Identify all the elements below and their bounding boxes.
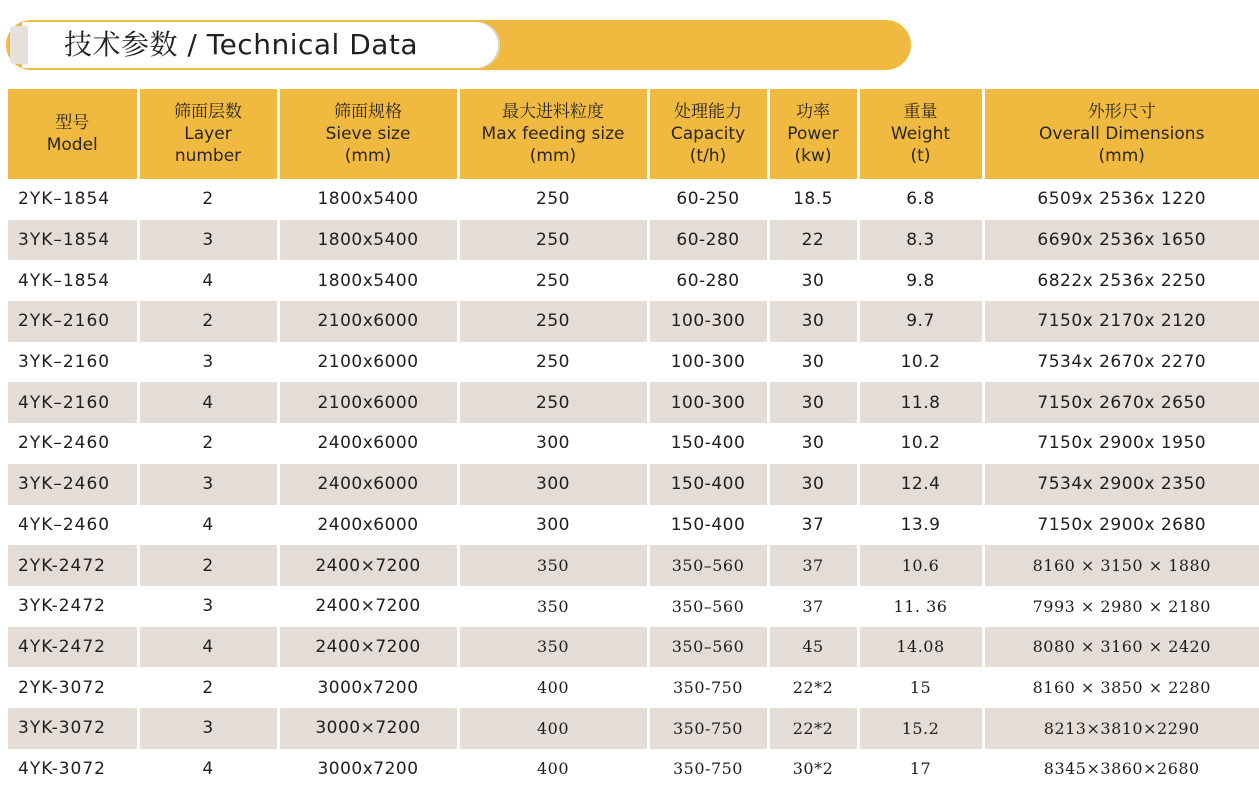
table-cell: 150-400 bbox=[648, 505, 768, 546]
column-header-cn: 外形尺寸 bbox=[1087, 102, 1156, 122]
column-header-en1: Layer bbox=[184, 124, 232, 144]
column-header-cn: 最大进料粒度 bbox=[502, 102, 604, 122]
table-cell: 6822x 2536x 2250 bbox=[1037, 270, 1207, 291]
table-cell: 400 bbox=[458, 749, 648, 790]
table-cell: 2 bbox=[138, 545, 278, 586]
table-cell: 350 bbox=[458, 627, 648, 668]
table-cell: 3 bbox=[138, 342, 278, 383]
table-cell: 13.9 bbox=[858, 505, 983, 546]
table-cell: 7150x 2900x 1950 bbox=[1037, 433, 1207, 454]
table-cell: 400 bbox=[458, 667, 648, 708]
table-row bbox=[8, 545, 1259, 586]
table-cell: 1800x5400 bbox=[278, 179, 458, 220]
table-cell: 4 bbox=[138, 382, 278, 423]
table-cell: 250 bbox=[458, 342, 648, 383]
column-header-en1: Sieve size bbox=[325, 124, 411, 144]
column-header-en2: (mm) bbox=[344, 146, 392, 166]
table-cell: 3YK-3072 bbox=[8, 708, 138, 749]
table-cell: 8160 × 3850 × 2280 bbox=[1032, 678, 1211, 698]
table-cell: 30 bbox=[768, 260, 858, 301]
table-cell: 1800x5400 bbox=[278, 220, 458, 261]
table-cell: 4YK–2460 bbox=[8, 505, 138, 546]
table-cell: 11.8 bbox=[858, 382, 983, 423]
table-cell: 2YK–2460 bbox=[8, 423, 138, 464]
table-cell: 4 bbox=[138, 260, 278, 301]
table-cell: 4YK-3072 bbox=[8, 749, 138, 790]
table-cell: 300 bbox=[458, 505, 648, 546]
table-row bbox=[8, 382, 1259, 423]
table-cell: 30 bbox=[768, 301, 858, 342]
table-cell: 150-400 bbox=[648, 423, 768, 464]
table-row bbox=[8, 301, 1259, 342]
table-cell: 7150x 2170x 2120 bbox=[983, 301, 1259, 342]
table-cell: 250 bbox=[458, 260, 648, 301]
table-cell: 37 bbox=[768, 586, 858, 627]
column-header-en1: Model bbox=[46, 135, 98, 155]
table-cell: 350-750 bbox=[648, 749, 768, 790]
table-cell: 37 bbox=[768, 545, 858, 586]
table-cell: 9.7 bbox=[858, 301, 983, 342]
column-header-cn: 处理能力 bbox=[674, 102, 742, 122]
column-header bbox=[768, 89, 858, 179]
table-cell: 8.3 bbox=[858, 220, 983, 261]
table-row bbox=[8, 505, 1259, 546]
table-cell: 8213×3810×2290 bbox=[983, 708, 1259, 749]
table-cell: 11. 36 bbox=[858, 586, 983, 627]
table-row bbox=[8, 708, 1259, 749]
column-header-cn: 筛面层数 bbox=[174, 102, 242, 122]
table-cell: 45 bbox=[768, 627, 858, 668]
table-row bbox=[8, 260, 1259, 301]
table-cell: 4YK–1854 bbox=[8, 260, 138, 301]
column-header bbox=[458, 89, 648, 179]
table-cell: 2YK–1854 bbox=[8, 179, 138, 220]
table-row bbox=[8, 423, 1259, 464]
table-cell: 9.8 bbox=[858, 260, 983, 301]
table-cell: 350-750 bbox=[648, 708, 768, 749]
table-cell: 3 bbox=[138, 220, 278, 261]
table-cell: 2 bbox=[138, 179, 278, 220]
table-cell: 2100x6000 bbox=[278, 342, 458, 383]
table-row bbox=[8, 464, 1259, 505]
table-cell: 3 bbox=[138, 708, 278, 749]
table-cell: 4YK-2472 bbox=[8, 627, 138, 668]
table-cell: 300 bbox=[458, 464, 648, 505]
table-cell: 4YK–2160 bbox=[8, 382, 138, 423]
column-header-cn: 功率 bbox=[796, 102, 830, 122]
table-row bbox=[8, 586, 1259, 627]
table-body bbox=[8, 179, 1259, 789]
table-cell: 30 bbox=[768, 382, 858, 423]
table-cell: 7534x 2900x 2350 bbox=[983, 464, 1259, 505]
table-cell: 2 bbox=[138, 301, 278, 342]
table-cell: 6509x 2536x 1220 bbox=[1037, 189, 1207, 210]
table-cell: 37 bbox=[768, 505, 858, 546]
table-cell: 60-280 bbox=[648, 220, 768, 261]
table-cell: 30 bbox=[768, 423, 858, 464]
column-header-en2: (t/h) bbox=[689, 146, 727, 166]
table-cell: 400 bbox=[458, 708, 648, 749]
table-cell: 18.5 bbox=[768, 179, 858, 220]
table-cell: 2100x6000 bbox=[278, 382, 458, 423]
page-title: 技术参数 / Technical Data bbox=[64, 28, 419, 61]
table-cell: 22 bbox=[768, 220, 858, 261]
table-cell: 3YK–1854 bbox=[8, 220, 138, 261]
table-cell: 60-250 bbox=[648, 179, 768, 220]
column-header bbox=[278, 89, 458, 179]
table-cell: 3YK–2460 bbox=[8, 464, 138, 505]
table-cell: 2400×7200 bbox=[278, 627, 458, 668]
table-cell: 2400×7200 bbox=[278, 545, 458, 586]
table-cell: 7993 × 2980 × 2180 bbox=[1032, 596, 1211, 616]
column-header-en2: number bbox=[174, 146, 242, 166]
table-cell: 7150x 2670x 2650 bbox=[983, 382, 1259, 423]
column-header-en2: (mm) bbox=[529, 146, 577, 166]
table-cell: 2400×7200 bbox=[278, 586, 458, 627]
table-cell: 30*2 bbox=[768, 749, 858, 790]
table-cell: 1800x5400 bbox=[278, 260, 458, 301]
table-cell: 350-750 bbox=[648, 667, 768, 708]
table-cell: 14.08 bbox=[858, 627, 983, 668]
table-cell: 6.8 bbox=[858, 179, 983, 220]
table-cell: 350 bbox=[458, 586, 648, 627]
table-cell: 3000×7200 bbox=[278, 708, 458, 749]
table-cell: 8160 × 3150 × 1880 bbox=[983, 545, 1259, 586]
column-header bbox=[138, 89, 278, 179]
table-row bbox=[8, 179, 1259, 220]
table-cell: 8080 × 3160 × 2420 bbox=[983, 627, 1259, 668]
table-header-row bbox=[8, 89, 1259, 179]
table-cell: 250 bbox=[458, 179, 648, 220]
table-cell: 250 bbox=[458, 220, 648, 261]
table-cell: 350–560 bbox=[648, 545, 768, 586]
column-header-en1: Max feeding size bbox=[481, 124, 625, 144]
table-cell: 2YK-2472 bbox=[8, 545, 138, 586]
table-cell: 30 bbox=[768, 464, 858, 505]
table-cell: 4 bbox=[138, 749, 278, 790]
table-cell: 350–560 bbox=[648, 627, 768, 668]
table-cell: 150-400 bbox=[648, 464, 768, 505]
table-cell: 100-300 bbox=[648, 382, 768, 423]
column-header-en1: Capacity bbox=[670, 124, 746, 144]
table-cell: 2 bbox=[138, 667, 278, 708]
table-cell: 60-280 bbox=[648, 260, 768, 301]
table-cell: 3 bbox=[138, 586, 278, 627]
table-cell: 2 bbox=[138, 423, 278, 464]
column-header-cn: 筛面规格 bbox=[334, 102, 402, 122]
table-cell: 3YK–2160 bbox=[8, 342, 138, 383]
table-cell: 100-300 bbox=[648, 342, 768, 383]
table-cell: 300 bbox=[458, 423, 648, 464]
table-cell: 350 bbox=[458, 545, 648, 586]
table-cell: 2YK–2160 bbox=[8, 301, 138, 342]
table-cell: 2100x6000 bbox=[278, 301, 458, 342]
table-cell: 6690x 2536x 1650 bbox=[983, 220, 1259, 261]
table-cell: 10.6 bbox=[858, 545, 983, 586]
table-cell: 7150x 2900x 2680 bbox=[1037, 514, 1207, 535]
table-cell: 22*2 bbox=[768, 667, 858, 708]
column-header-en1: Power bbox=[787, 124, 839, 144]
table-row bbox=[8, 342, 1259, 383]
table-cell: 4 bbox=[138, 505, 278, 546]
table-cell: 8345×3860×2680 bbox=[1043, 759, 1200, 779]
table-cell: 15 bbox=[858, 667, 983, 708]
table-cell: 3000x7200 bbox=[278, 749, 458, 790]
table-cell: 4 bbox=[138, 627, 278, 668]
column-header-cn: 重量 bbox=[903, 102, 938, 122]
table-cell: 2YK-3072 bbox=[8, 667, 138, 708]
column-header-cn: 型号 bbox=[55, 113, 90, 133]
table-cell: 17 bbox=[858, 749, 983, 790]
column-header bbox=[8, 89, 138, 179]
table-cell: 350–560 bbox=[648, 586, 768, 627]
table-cell: 7534x 2670x 2270 bbox=[1037, 352, 1207, 373]
column-header-en2: (t) bbox=[910, 146, 931, 166]
table-cell: 10.2 bbox=[858, 342, 983, 383]
table-cell: 2400x6000 bbox=[278, 464, 458, 505]
column-header bbox=[648, 89, 768, 179]
table-row bbox=[8, 627, 1259, 668]
column-header-en2: (kw) bbox=[794, 146, 832, 166]
table-row bbox=[8, 220, 1259, 261]
table-cell: 22*2 bbox=[768, 708, 858, 749]
column-header bbox=[858, 89, 983, 179]
table-cell: 250 bbox=[458, 301, 648, 342]
table-cell: 15.2 bbox=[858, 708, 983, 749]
table-cell: 10.2 bbox=[858, 423, 983, 464]
column-header-en1: Weight bbox=[890, 124, 951, 144]
table-cell: 3 bbox=[138, 464, 278, 505]
column-header-en2: (mm) bbox=[1098, 146, 1145, 166]
table-cell: 2400x6000 bbox=[278, 505, 458, 546]
table-cell: 2400x6000 bbox=[278, 423, 458, 464]
column-header bbox=[983, 89, 1259, 179]
table-cell: 100-300 bbox=[648, 301, 768, 342]
table-row bbox=[8, 749, 1259, 790]
table-cell: 3YK-2472 bbox=[8, 586, 138, 627]
column-header-en1: Overall Dimensions bbox=[1039, 124, 1205, 144]
table-cell: 12.4 bbox=[858, 464, 983, 505]
table-cell: 30 bbox=[768, 342, 858, 383]
table-row bbox=[8, 667, 1259, 708]
table-cell: 3000x7200 bbox=[278, 667, 458, 708]
technical-data-table bbox=[8, 89, 1259, 789]
table-cell: 250 bbox=[458, 382, 648, 423]
